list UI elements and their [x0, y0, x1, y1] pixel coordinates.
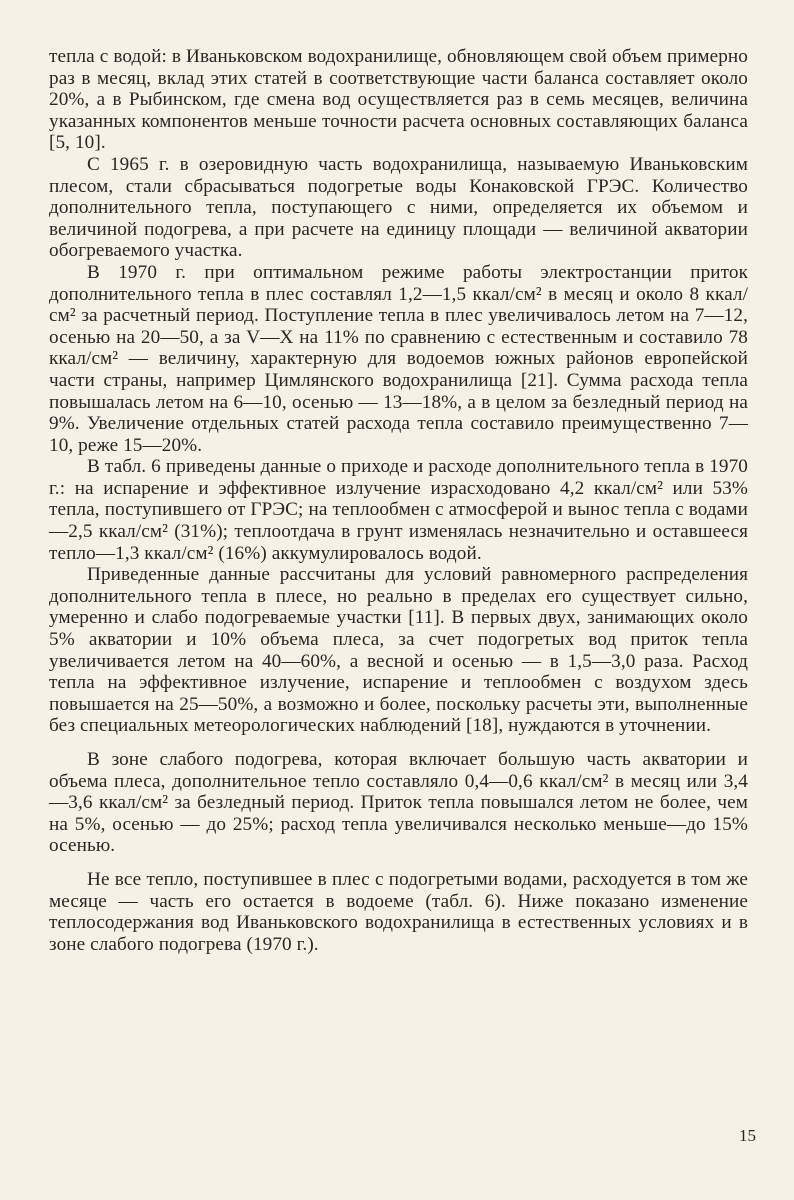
- page-number: 15: [739, 1126, 756, 1145]
- paragraph-table-6: В табл. 6 приведены данные о приходе и расходе дополнительного тепла в 1970 г.: на испарение и эффективное излучение израсходовано 4,2 ккал/см² или 53% тепла, поступившего от ГРЭС; на теплообмен с атмосферой и вынос тепла с водами—2,5 ккал/см² (31%); теплоотдача в грунт изменялась незначительно и оставшееся тепло—1,3 ккал/см² (16%) аккумулировалось водой.: [49, 456, 748, 564]
- paragraph-continuation: тепла с водой: в Иваньковском водохранилище, обновляющем свой объем примерно раз в месяц, вклад этих статей в соответствующие части баланса составляет около 20%, а в Рыбинском, где смена вод осуществляется раз в семь месяцев, величина указанных компонентов меньше точности расчета основных составляющих баланса [5, 10].: [49, 46, 748, 154]
- paragraph-1970-heat-inflow: В 1970 г. при оптимальном режиме работы электростанции приток дополнительного тепла в плес составлял 1,2—1,5 ккал/см² в месяц и около 8 ккал/см² за расчетный период. Поступление тепла в плес увеличивалось летом на 7—12, осенью на 20—50, а за V—X на 11% по сравнению с естественным и составило 78 ккал/см² — величину, характерную для водоемов южных районов европейской части страны, например Цимлянского водохранилища [21]. Сумма расхода тепла повышалась летом на 6—10, осенью — 13—18%, а в целом за безледный период на 9%. Увеличение отдельных статей расхода тепла составило преимущественно 7—10, реже 15—20%.: [49, 261, 748, 456]
- paragraph-konakovo-gres: С 1965 г. в озеровидную часть водохранилища, называемую Иваньковским плесом, стали сбрасываться подогретые воды Конаковской ГРЭС. Количество дополнительного тепла, поступающего с ними, определяется их объемом и величиной подогрева, а при расчете на единицу площади — величиной акватории обогреваемого участка.: [49, 153, 748, 262]
- paragraph-heat-content: Не все тепло, поступившее в плес с подогретыми водами, расходуется в том же месяце — часть его остается в водоеме (табл. 6). Ниже показано изменение теплосодержания вод Иваньковского водохранилища в естественных условиях и в зоне слабого подогрева (1970 г.).: [49, 868, 748, 955]
- paragraph-weak-heating-zone: В зоне слабого подогрева, которая включает большую часть акватории и объема плеса, дополнительное тепло составляло 0,4—0,6 ккал/см² в месяц или 3,4—3,6 ккал/см² за безледный период. Приток тепла повышался летом не более, чем на 5%, осенью — до 25%; расход тепла увеличивался несколько меньше—до 15% осенью.: [49, 749, 748, 857]
- paragraph-heat-distribution: Приведенные данные рассчитаны для условий равномерного распределения дополнительного тепла в плесе, но реально в пределах его существует сильно, умеренно и слабо подогреваемые участки [11]. В первых двух, занимающих около 5% акватории и 10% объема плеса, за счет подогретых вод приток тепла увеличивается летом на 40—60%, а весной и осенью — в 1,5—3,0 раза. Расход тепла на эффективное излучение, испарение и теплообмен с воздухом здесь повышается на 25—50%, а возможно и более, поскольку расчеты эти, выполненные без специальных метеорологических наблюдений [18], нуждаются в уточнении.: [49, 564, 748, 737]
